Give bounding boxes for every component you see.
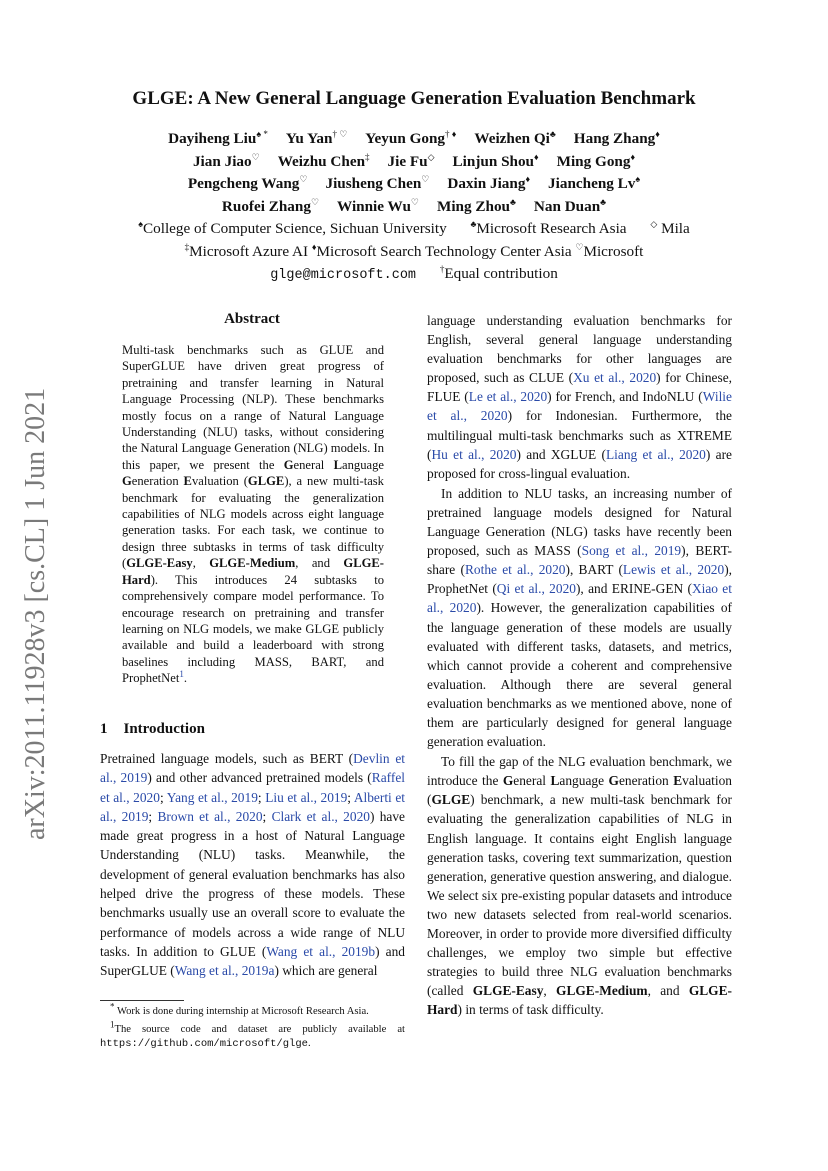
abstract-heading: Abstract (224, 311, 280, 327)
affiliation-mark: † ♦ (445, 128, 457, 139)
citation-link[interactable]: Rothe et al., 2020 (464, 562, 566, 578)
citation-link[interactable]: Hu et al., 2020 (431, 446, 517, 462)
citation-link[interactable]: Le et al., 2020 (468, 389, 548, 405)
nlg-models-paragraph: In addition to NLU tasks, an increasing number of pretrained language models designed for Natural Language Generation (NLG) tasks have recently been proposed, such as MASS (Song et al., 2019), BERT-share (Rothe et al., 2020), BART (Lewis et al., 2020), ProphetNet (Qi et al., 2020), and ERINE-GEN (Xiao et al., 2020). However, the generalization capabilities of the language generation of these models are usually evaluated with different tasks, datasets, and metrics, which cannot provide a coherent and comprehensive evaluation. Although there are several general evaluation benchmarks as we mentioned above, none of them are particularly designed for general language generation evaluation. (427, 485, 732, 750)
affiliation-mark: ♣ (510, 196, 516, 207)
author-row (100, 173, 728, 196)
affiliation-mark: ♣ (600, 196, 607, 207)
footnote-internship: * Work is done during internship at Microsoft Research Asia. (110, 1001, 369, 1017)
author-name: Ming Zhou♣ (436, 196, 516, 215)
affiliation-msra: ♣Microsoft Research Asia (470, 218, 627, 237)
affiliation-mark: ♡ (410, 196, 419, 207)
citation-link[interactable]: Song et al., 2019 (581, 543, 682, 559)
affiliation-mark: ♡ (421, 174, 430, 185)
author-name: Weizhu Chen‡ (277, 151, 370, 170)
footnotes (100, 1001, 405, 1055)
affiliation-azure: ‡Microsoft Azure AI (184, 241, 309, 260)
author-name: Weizhen Qi♣ (474, 128, 556, 147)
affiliation-stca: ♦Microsoft Search Technology Center Asia (311, 241, 572, 260)
affiliation-mark: ♡ (299, 174, 308, 185)
author-name: Hang Zhang♦ (573, 128, 660, 147)
affiliation-mark: ♦ (655, 128, 660, 139)
affiliation-mark: ♡ (251, 151, 260, 162)
affiliation-mark: ♠ (635, 174, 641, 185)
affiliation-mark: ♦ (534, 151, 539, 162)
citation-link[interactable]: Wilie et al., 2020 (427, 389, 732, 424)
author-name: Winnie Wu♡ (337, 196, 419, 215)
equal-contribution-note: †Equal contribution (439, 263, 558, 282)
author-name: Ming Gong♦ (556, 151, 636, 170)
affiliation-mark: ♦ (630, 151, 636, 162)
citation-link[interactable]: Yang et al., 2019 (166, 789, 258, 805)
citation-link[interactable]: Qi et al., 2020 (496, 581, 576, 597)
related-benchmarks-paragraph: language understanding evaluation benchmarks for English, several general language understanding evaluation benchmarks for other languages are proposed, such as CLUE (Xu et al., 2020) for Chinese, FLUE (Le et al., 2020) for French, and IndoNLU (Wilie et al., 2020) for Indonesian. Furthermore, the multilingual multi-task benchmarks such as XTREME (Hu et al., 2020) and XGLUE (Liang et al., 2020) are proposed for cross-lingual evaluation. (427, 313, 732, 481)
author-name: Dayiheng Liu♠ * (168, 128, 268, 147)
author-list (100, 128, 728, 218)
citation-link[interactable]: Lewis et al., 2020 (622, 562, 725, 578)
author-name: Yeyun Gong† ♦ (365, 128, 457, 147)
glge-intro-paragraph: To fill the gap of the NLG evaluation benchmark, we introduce the General Language Generation Evaluation (GLGE) benchmark, a new multi-task benchmark for evaluating the generalization capabilities of NLG in English language. It contains eight English language generation tasks, covering text summarization, question generation, generative question answering, and dialogue. We select six pre-existing popular datasets and introduce two new datasets selected from real-world scenarios. Moreover, in order to provide more diversified difficulty challenges, we employ two simple but effective strategies to build three NLG evaluation benchmarks (called GLGE-Easy, GLGE-Medium, and GLGE-Hard) in terms of task difficulty. (427, 754, 733, 1018)
author-name: Ruofei Zhang♡ (221, 196, 320, 215)
citation-link[interactable]: Liu et al., 2019 (265, 789, 348, 805)
paper-title: GLGE: A New General Language Generation Evaluation Benchmark (132, 88, 696, 109)
affiliation-mark: ◇ (427, 151, 435, 162)
affiliations (90, 218, 738, 288)
citation-link[interactable]: Wang et al., 2019a (174, 963, 275, 979)
author-row (100, 196, 728, 219)
affiliation-mark: ♣ (549, 128, 556, 139)
citation-link[interactable]: Xiao et al., 2020 (427, 581, 732, 616)
citation-link[interactable]: Xu et al., 2020 (573, 370, 657, 386)
affiliation-mila: ◇ Mila (650, 218, 690, 237)
affiliation-mark: ♡ (310, 196, 320, 207)
citation-link[interactable]: Wang et al., 2019b (266, 943, 376, 959)
author-name: Pengcheng Wang♡ (187, 174, 308, 193)
affiliation-row-2 (90, 241, 738, 264)
citation-link[interactable]: Devlin et al., 2019 (100, 751, 405, 786)
affiliation-mark: ‡ (365, 151, 370, 162)
affiliation-microsoft: ♡Microsoft (575, 241, 644, 260)
author-name: Jian Jiao♡ (192, 151, 260, 170)
citation-link[interactable]: Liang et al., 2020 (605, 446, 706, 462)
author-name: Nan Duan♣ (533, 196, 607, 215)
introduction-paragraph: Pretrained language models, such as BERT (Devlin et al., 2019) and other advanced pretrained models (Raffel et al., 2020; Yang et al., 2019; Liu et al., 2019; Alberti et al., 2019; Brown et al., 2020; Clark et al., 2020) have made great progress in a host of Natural Language Understanding (NLU) tasks. Meanwhile, the development of general evaluation benchmarks has also helped drive the progress of these models. These benchmarks usually use an overall score to evaluate the performance of models across a wide range of NLU tasks. In addition to GLUE (Wang et al., 2019b) and SuperGLUE (Wang et al., 2019a) which are general (100, 751, 405, 979)
author-name: Jiancheng Lv♠ (548, 174, 641, 193)
author-name: Jie Fu◇ (387, 151, 435, 170)
affiliation-sichuan: ♠College of Computer Science, Sichuan University (138, 218, 447, 237)
footnote-1-ref[interactable]: 1 (179, 668, 184, 679)
author-row (100, 128, 728, 151)
abstract-text: Multi-task benchmarks such as GLUE and SuperGLUE have driven great progress of pretraining and transfer learning in Natural Language Processing (NLP). These benchmarks mostly focus on a range of Natural Language Understanding (NLU) tasks, without considering the Natural Language Generation (NLG) models. In this paper, we present the General Language Generation Evaluation (GLGE), a new multi-task benchmark for evaluating the generalization capabilities of NLG models across eight language generation tasks. For each task, we continue to design three subtasks in terms of task difficulty (GLGE-Easy, GLGE-Medium, and GLGE-Hard). This introduces 24 subtasks to comprehensively compare model performance. To encourage research on pretraining and transfer learning on NLG models, we make GLGE publicly available and build a leaderboard with strong baselines including MASS, BART, and ProphetNet$^1$. (122, 343, 384, 686)
author-name: Linjun Shou♦ (452, 151, 539, 170)
author-name: Jiusheng Chen♡ (325, 174, 430, 193)
affiliation-mark: † ♡ (332, 128, 348, 139)
section-heading-introduction: 1 Introduction (100, 721, 205, 737)
citation-link[interactable]: Clark et al., 2020 (271, 808, 370, 824)
affiliation-row-1 (90, 218, 738, 241)
github-url-link[interactable]: https://github.com/microsoft/glge (100, 1038, 308, 1050)
right-column (427, 311, 732, 1019)
affiliation-mark: ♠ * (256, 128, 268, 139)
arxiv-identifier-stamp: arXiv:2011.11928v3 [cs.CL] 1 Jun 2021 (20, 387, 51, 840)
author-row (100, 151, 728, 174)
contact-email[interactable]: glge@microsoft.com (270, 268, 417, 283)
author-name: Yu Yan† ♡ (285, 128, 348, 147)
affiliation-row-3 (90, 263, 738, 288)
footnote-source-code: $^1$The source code and dataset are publicly available at https://github.com/microsoft/glge. (100, 1019, 405, 1050)
citation-link[interactable]: Raffel et al., 2020 (100, 770, 405, 805)
author-name: Daxin Jiang♦ (447, 174, 531, 193)
affiliation-mark: ♦ (525, 174, 531, 185)
citation-link[interactable]: Brown et al., 2020 (157, 808, 263, 824)
citation-link[interactable]: Alberti et al., 2019 (100, 789, 405, 824)
